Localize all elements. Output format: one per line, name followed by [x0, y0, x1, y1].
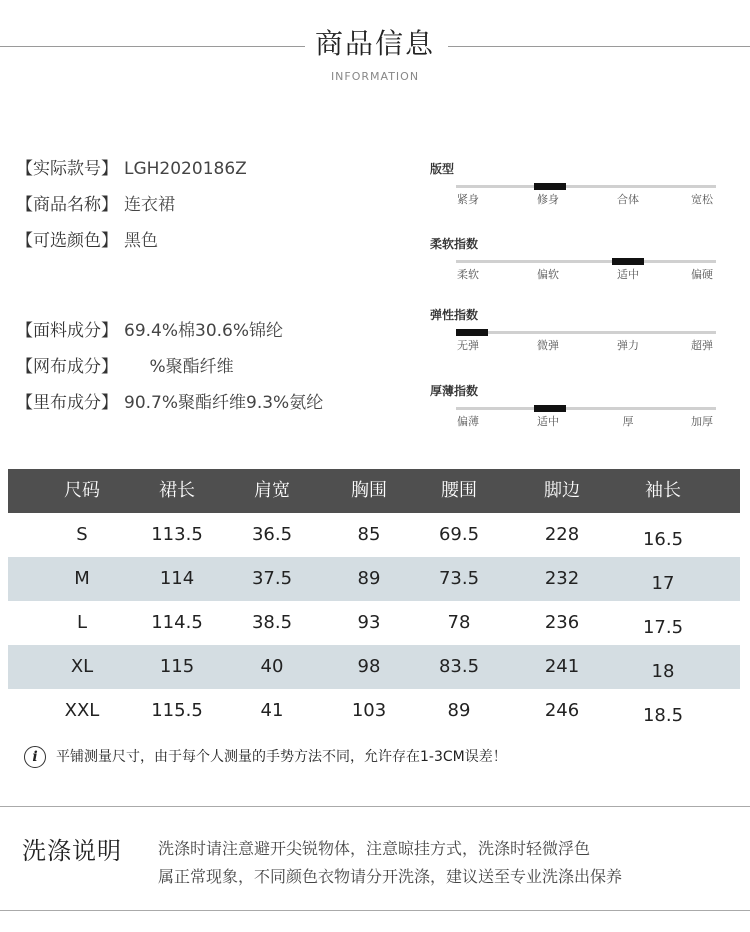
column-header: 裙长 — [159, 480, 195, 501]
info-fabric — [16, 319, 283, 343]
washing-text — [158, 835, 738, 891]
column-header: 腰围 — [441, 480, 477, 501]
scale-option: 超弹 — [691, 339, 713, 352]
table-cell: 18.5 — [642, 705, 684, 726]
info-label: 【网布成分】 — [16, 357, 110, 377]
scale-title: 版型 — [430, 162, 455, 176]
scale-marker — [456, 329, 488, 336]
scale-track — [456, 185, 716, 188]
washing-line: 洗涤时请注意避开尖锐物体，注意晾挂方式，洗涤时轻微浮色 — [158, 839, 591, 858]
table-row — [8, 557, 740, 601]
table-cell: 17 — [651, 573, 675, 594]
table-cell: 89 — [447, 700, 471, 721]
table-cell: 228 — [544, 524, 580, 545]
table-cell: 78 — [447, 612, 471, 633]
table-cell: 246 — [544, 700, 580, 721]
measurement-note — [24, 745, 507, 769]
table-cell: 16.5 — [642, 529, 684, 550]
section-title: 商品信息 — [314, 27, 435, 60]
scale-softness — [430, 236, 720, 281]
table-cell: 41 — [260, 700, 284, 721]
table-cell: 236 — [544, 612, 580, 633]
scale-option: 偏薄 — [457, 415, 479, 428]
table-cell: 241 — [544, 656, 580, 677]
scale-option: 厚 — [622, 415, 634, 428]
info-product-name — [16, 193, 175, 217]
scale-option: 修身 — [537, 193, 559, 206]
size-table — [8, 469, 740, 733]
table-header — [8, 469, 740, 513]
table-cell: 114 — [159, 568, 195, 589]
washing-line: 属正常现象，不同颜色衣物请分开洗涤，建议送至专业洗涤出保养 — [158, 867, 623, 886]
table-cell: 17.5 — [642, 617, 684, 638]
table-cell: XL — [70, 656, 94, 677]
scale-option: 偏软 — [537, 268, 559, 281]
scale-title: 柔软指数 — [430, 237, 479, 251]
info-value: 69.4%棉30.6%锦纶 — [124, 321, 284, 341]
info-value: %聚酯纤维 — [115, 357, 234, 377]
table-cell: 83.5 — [438, 656, 480, 677]
table-cell: 232 — [544, 568, 580, 589]
column-header: 脚边 — [544, 480, 580, 501]
info-lining — [16, 391, 323, 415]
scale-option: 合体 — [617, 193, 639, 206]
info-label: 【实际款号】 — [16, 159, 118, 179]
table-cell: XXL — [64, 700, 100, 721]
info-icon: i — [24, 746, 46, 768]
table-cell: 40 — [260, 656, 284, 677]
table-cell: 38.5 — [251, 612, 293, 633]
table-cell: M — [74, 568, 90, 589]
table-cell: S — [76, 524, 88, 545]
measurement-note-text: 平铺测量尺寸，由于每个人测量的手势方法不同，允许存在1-3CM误差！ — [56, 749, 507, 765]
info-value: 90.7%聚酯纤维9.3%氨纶 — [124, 393, 324, 413]
scale-option: 适中 — [617, 268, 639, 281]
table-row — [8, 689, 740, 733]
scale-thickness — [430, 383, 720, 428]
info-label: 【可选颜色】 — [16, 231, 118, 251]
table-cell: 114.5 — [151, 612, 203, 633]
table-cell: L — [76, 612, 88, 633]
table-row — [8, 645, 740, 689]
scale-marker — [534, 183, 566, 190]
column-header: 尺码 — [64, 480, 100, 501]
scale-marker — [534, 405, 566, 412]
scale-option: 宽松 — [691, 193, 713, 206]
table-cell: 103 — [351, 700, 387, 721]
table-cell: 85 — [357, 524, 381, 545]
table-cell: 115.5 — [151, 700, 203, 721]
info-value: LGH2020186Z — [124, 159, 247, 179]
table-cell: 37.5 — [251, 568, 293, 589]
info-label: 【商品名称】 — [16, 195, 118, 215]
scale-track — [456, 407, 716, 410]
section-subtitle: INFORMATION — [330, 70, 420, 83]
info-color — [16, 229, 158, 253]
scale-option: 无弹 — [457, 339, 479, 352]
info-value: 连衣裙 — [124, 195, 175, 215]
scale-fit — [430, 161, 720, 206]
scale-track — [456, 260, 716, 263]
scale-option: 加厚 — [691, 415, 713, 428]
table-cell: 89 — [357, 568, 381, 589]
table-cell: 113.5 — [151, 524, 203, 545]
scale-title: 弹性指数 — [430, 308, 479, 322]
table-cell: 93 — [357, 612, 381, 633]
scale-option: 柔软 — [457, 268, 479, 281]
info-mesh — [16, 355, 234, 379]
scale-option: 紧身 — [457, 193, 479, 206]
divider — [0, 910, 750, 911]
scale-option: 适中 — [537, 415, 559, 428]
scale-option: 微弹 — [537, 339, 559, 352]
table-cell: 18 — [651, 661, 675, 682]
scale-marker — [612, 258, 644, 265]
info-style-no — [16, 157, 247, 181]
scale-elasticity — [430, 307, 720, 352]
column-header: 肩宽 — [254, 480, 290, 501]
column-header: 袖长 — [645, 480, 681, 501]
table-cell: 69.5 — [438, 524, 480, 545]
table-cell: 73.5 — [438, 568, 480, 589]
scale-track — [456, 331, 716, 334]
scale-option: 弹力 — [617, 339, 639, 352]
table-cell: 98 — [357, 656, 381, 677]
column-header: 胸围 — [351, 480, 387, 501]
info-label: 【面料成分】 — [16, 321, 118, 341]
scale-option: 偏硬 — [691, 268, 713, 281]
divider — [0, 806, 750, 807]
table-row — [8, 513, 740, 557]
scale-title: 厚薄指数 — [430, 384, 479, 398]
info-value: 黑色 — [124, 231, 158, 251]
washing-title: 洗涤说明 — [22, 837, 122, 865]
table-cell: 115 — [159, 656, 195, 677]
table-cell: 36.5 — [251, 524, 293, 545]
table-row — [8, 601, 740, 645]
info-label: 【里布成分】 — [16, 393, 118, 413]
